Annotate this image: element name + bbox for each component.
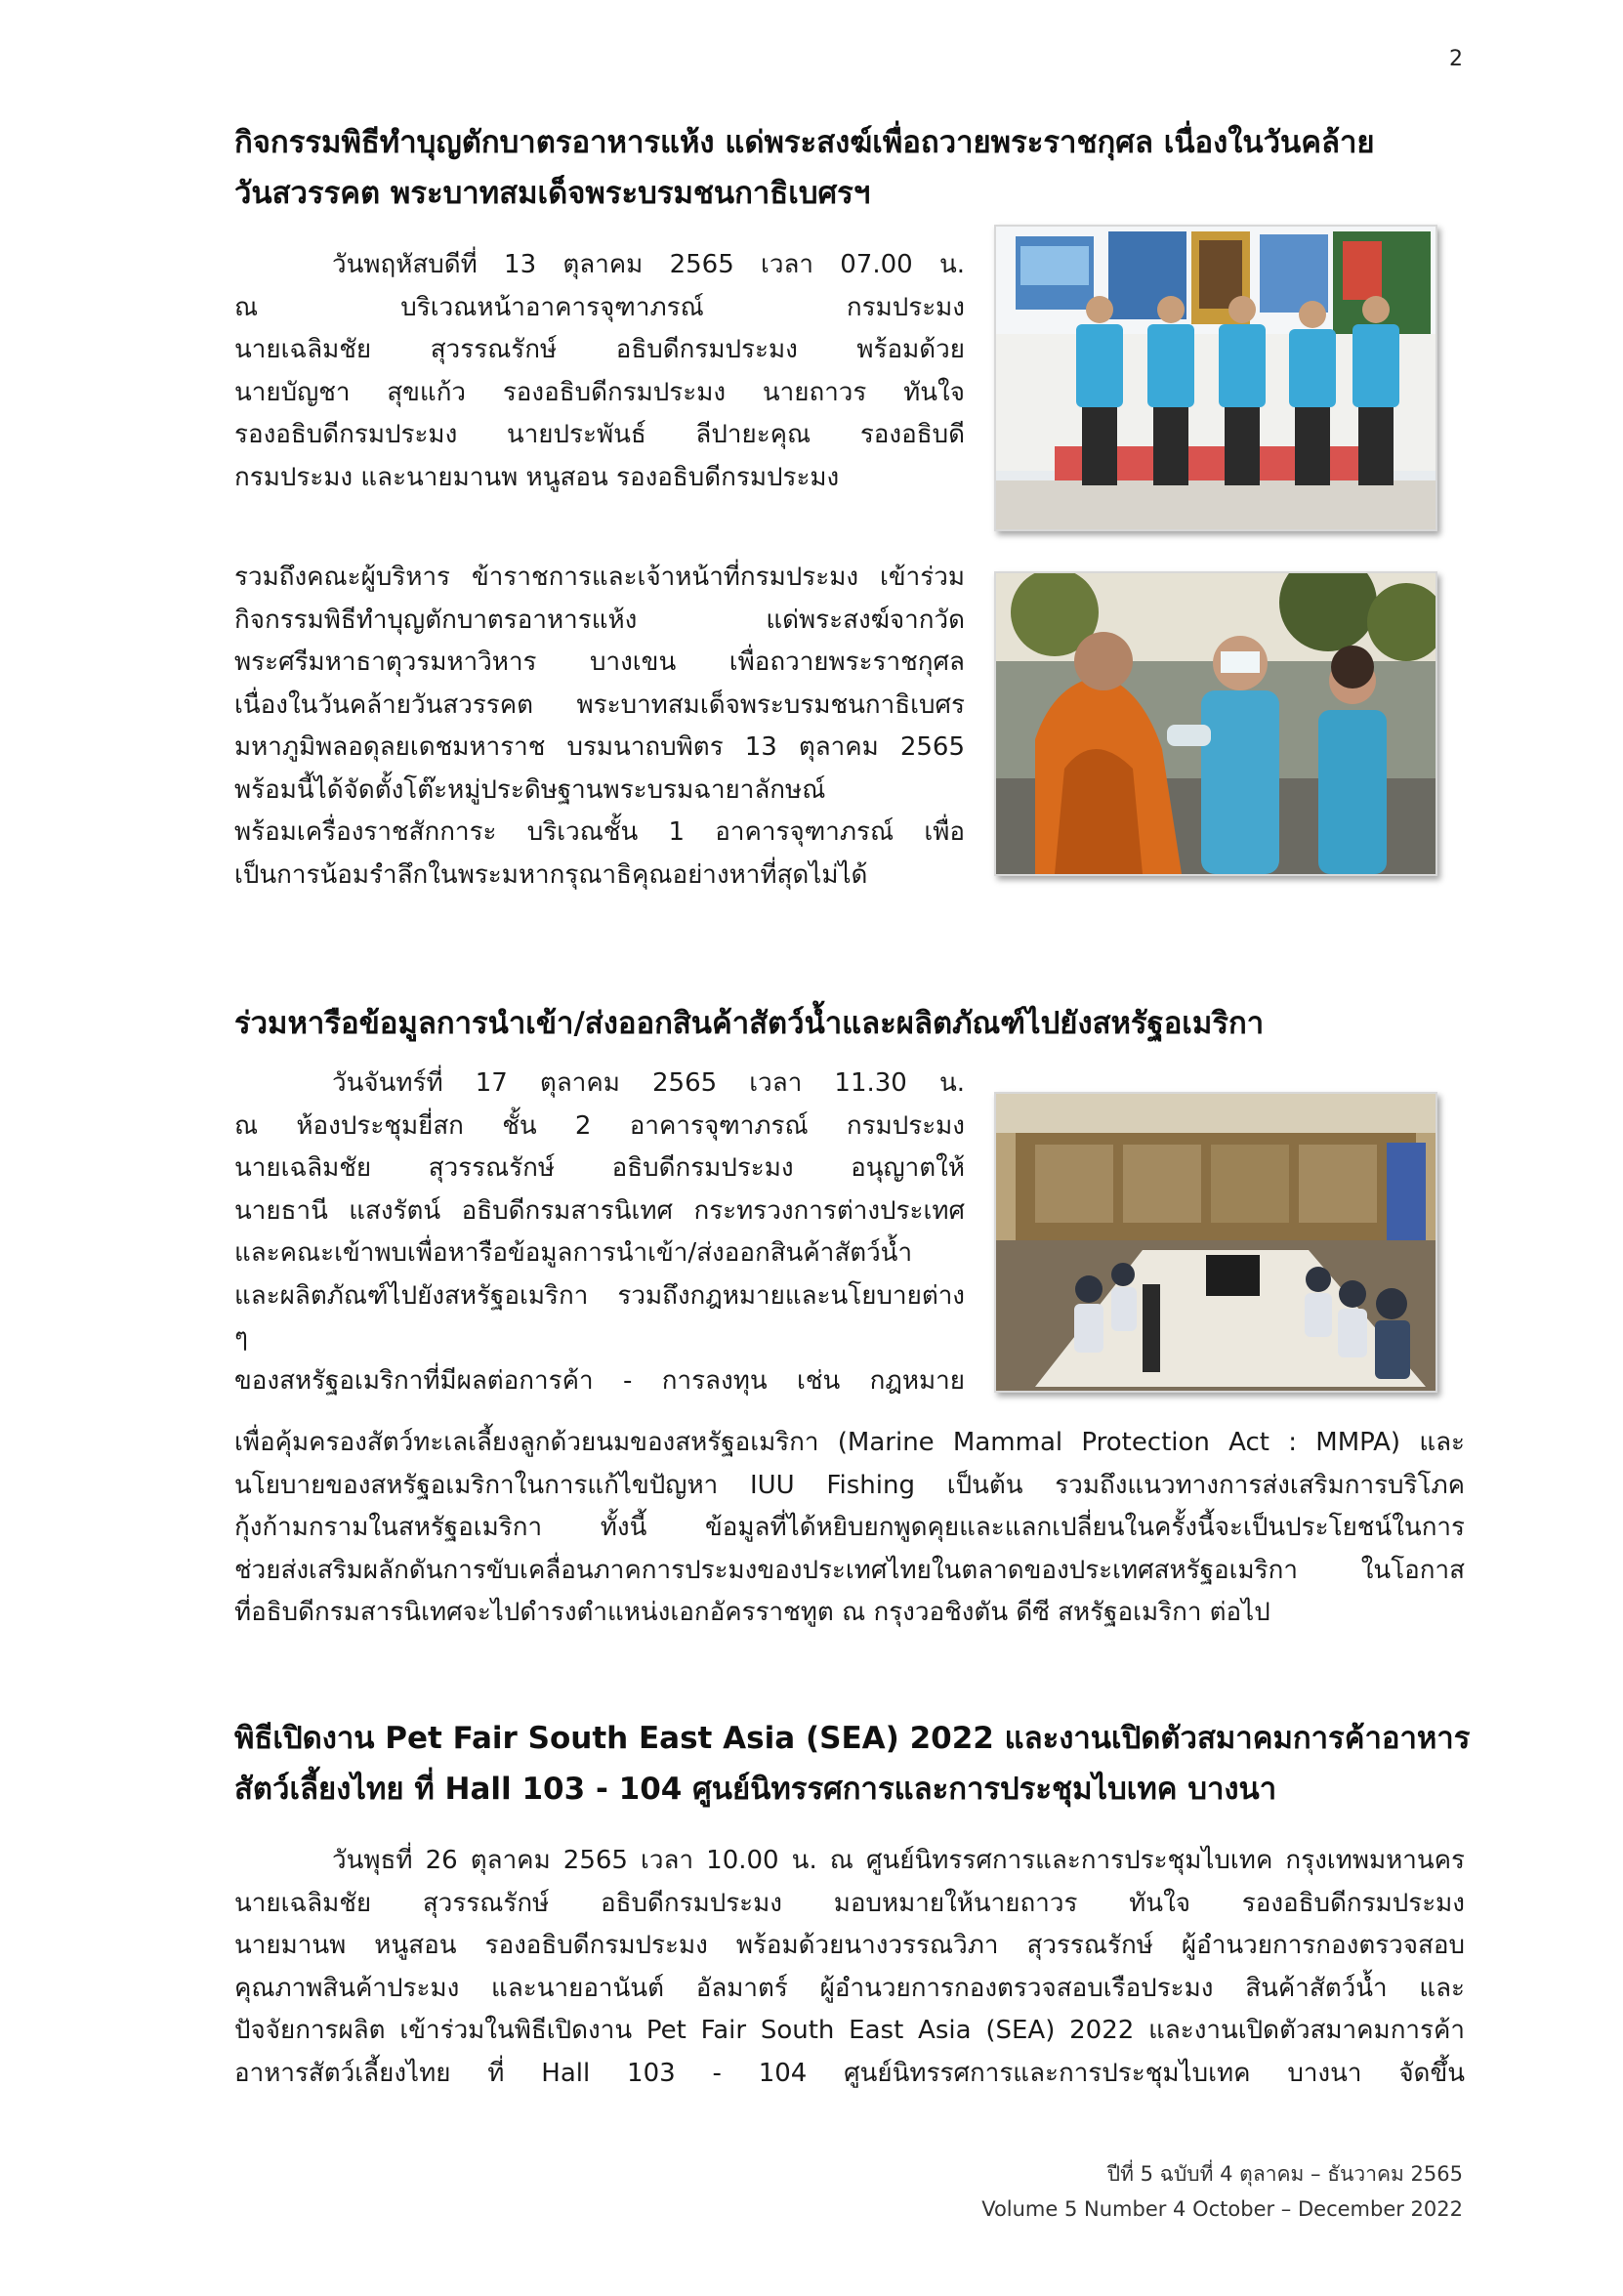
text-line: ช่วยส่งเสริมผลักดันการขับเคลื่อนภาคการประมงของประเทศไทยในตลาดของประเทศสหรัฐอเมริกา ในโอกาส	[234, 1555, 1465, 1585]
text-line: กิจกรรมพิธีทำบุญตักบาตรอาหารแห้ง แด่พระสงฆ์จากวัด	[234, 605, 965, 635]
text-line: รวมถึงคณะผู้บริหาร ข้าราชการและเจ้าหน้าที่กรมประมง เข้าร่วม	[234, 563, 965, 592]
photo-officials-group-image	[996, 227, 1436, 529]
text-line: ของสหรัฐอเมริกาที่มีผลต่อการค้า - การลงทุน เช่น กฎหมาย	[234, 1365, 965, 1396]
text-line: เนื่องในวันคล้ายวันสวรรคต พระบาทสมเด็จพระบรมชนกาธิเบศร	[234, 689, 965, 720]
text-line: อาหารสัตว์เลี้ยงไทย ที่ Hall 103 - 104 ศูนย์นิทรรศการและการประชุมไบเทค บางนา จัดขึ้น	[234, 2058, 1465, 2088]
heading-line: สัตว์เลี้ยงไทย ที่ Hall 103 - 104 ศูนย์นิทรรศการและการประชุมไบเทค บางนา	[234, 1772, 1277, 1807]
text-line: วันพุธที่ 26 ตุลาคม 2565 เวลา 10.00 น. ณ ศูนย์นิทรรศการและการประชุมไบเทค กรุงเทพมหานคร	[332, 1846, 1465, 1875]
section2-paragraph-2	[234, 1422, 1465, 1635]
text-line: นายธานี แสงรัตน์ อธิบดีกรมสารนิเทศ กระทรวงการต่างประเทศ	[234, 1195, 965, 1226]
text-line: พร้อมเครื่องราชสักการะ บริเวณชั้น 1 อาคารจุฑาภรณ์ เพื่อ	[234, 817, 965, 847]
text-line: นายเฉลิมชัย สุวรรณรักษ์ อธิบดีกรมประมง มอบหมายให้นายถาวร ทันใจ รองอธิบดีกรมประมง	[234, 1888, 1465, 1918]
photo-meeting-room-image	[996, 1094, 1436, 1391]
heading-line: พิธีเปิดงาน Pet Fair South East Asia (SEA) 2022 และงานเปิดตัวสมาคมการค้าอาหาร	[234, 1721, 1471, 1756]
text-line: ปัจจัยการผลิต เข้าร่วมในพิธีเปิดงาน Pet Fair South East Asia (SEA) 2022 และงานเปิดตัวสมาคมการค้า	[234, 2016, 1465, 2045]
text-line: นายเฉลิมชัย สุวรรณรักษ์ อธิบดีกรมประมง พร้อมด้วย	[234, 335, 965, 364]
text-line: พร้อมนี้ได้จัดตั้งโต๊ะหมู่ประดิษฐานพระบรมฉายาลักษณ์	[234, 774, 826, 805]
text-line: เป็นการน้อมรำลึกในพระมหากรุณาธิคุณอย่างหาที่สุดไม่ได้	[234, 859, 868, 890]
text-line: นายบัญชา สุขแก้ว รองอธิบดีกรมประมง นายถาวร ทันใจ	[234, 377, 965, 407]
section2-heading	[234, 998, 1445, 1049]
text-line: นายเฉลิมชัย สุวรรณรักษ์ อธิบดีกรมประมง อนุญาตให้	[234, 1153, 965, 1183]
section3-heading	[234, 1713, 1471, 1815]
text-line: ที่อธิบดีกรมสารนิเทศจะไปดำรงตำแหน่งเอกอัครราชทูต ณ กรุงวอชิงตัน ดีซี สหรัฐอเมริกา ต่อไป	[234, 1598, 1270, 1627]
text-line: ณ บริเวณหน้าอาคารจุฑาภรณ์ กรมประมง	[234, 292, 965, 322]
photo-officials-group	[994, 225, 1437, 531]
text-line: วันจันทร์ที่ 17 ตุลาคม 2565 เวลา 11.30 น.	[332, 1068, 965, 1098]
section1-paragraph-1	[234, 244, 965, 499]
text-line: นายมานพ หนูสอน รองอธิบดีกรมประมง พร้อมด้วยนางวรรณวิภา สุวรรณรักษ์ ผู้อำนวยการกองตรวจสอบ	[234, 1931, 1465, 1960]
text-line: นโยบายของสหรัฐอเมริกาในการแก้ไขปัญหา IUU Fishing เป็นต้น รวมถึงแนวทางการส่งเสริมการบริโภค	[234, 1470, 1465, 1500]
text-line: กรมประมง และนายมานพ หนูสอน รองอธิบดีกรมประมง	[234, 462, 840, 492]
page-number: 2	[1449, 47, 1463, 71]
text-line: และคณะเข้าพบเพื่อหารือข้อมูลการนำเข้า/ส่งออกสินค้าสัตว์น้ำ	[234, 1238, 913, 1268]
section2-paragraph-1	[234, 1063, 965, 1402]
text-line: มหาภูมิพลอดุลยเดชมหาราช บรมนาถบพิตร 13 ตุลาคม 2565	[234, 732, 965, 762]
heading-line: วันสวรรคต พระบาทสมเด็จพระบรมชนกาธิเบศรฯ	[234, 176, 871, 211]
text-line: รองอธิบดีกรมประมง นายประพันธ์ ลีปายะคุณ รองอธิบดี	[234, 420, 965, 449]
photo-alms-offering	[994, 571, 1437, 876]
text-line: คุณภาพสินค้าประมง และนายอานันต์ อัลมาตร์ ผู้อำนวยการกองตรวจสอบเรือประมง สินค้าสัตว์น้ำ และ	[234, 1973, 1465, 2003]
footer-issue-english: Volume 5 Number 4 October – December 2022	[981, 2197, 1463, 2221]
section3-paragraph	[234, 1840, 1465, 2095]
text-line: เพื่อคุ้มครองสัตว์ทะเลเลี้ยงลูกด้วยนมของสหรัฐอเมริกา (Marine Mammal Protection Act : MMPA) และ	[234, 1428, 1465, 1457]
heading-line: กิจกรรมพิธีทำบุญตักบาตรอาหารแห้ง แด่พระสงฆ์เพื่อถวายพระราชกุศล เนื่องในวันคล้าย	[234, 125, 1375, 160]
photo-alms-offering-image	[996, 573, 1436, 874]
text-line: วันพฤหัสบดีที่ 13 ตุลาคม 2565 เวลา 07.00 น.	[332, 250, 965, 279]
text-line: และผลิตภัณฑ์ไปยังสหรัฐอเมริกา รวมถึงกฎหมายและนโยบายต่าง ๆ	[234, 1280, 965, 1353]
text-line: กุ้งก้ามกรามในสหรัฐอเมริกา ทั้งนี้ ข้อมูลที่ได้หยิบยกพูดคุยและแลกเปลี่ยนในครั้งนี้จะเป็นประโยชน์ในการ	[234, 1513, 1465, 1542]
text-line: พระศรีมหาธาตุวรมหาวิหาร บางเขน เพื่อถวายพระราชกุศล	[234, 647, 965, 677]
photo-meeting-room	[994, 1092, 1437, 1393]
text-line: ณ ห้องประชุมยี่สก ชั้น 2 อาคารจุฑาภรณ์ กรมประมง	[234, 1110, 965, 1141]
section1-paragraph-2	[234, 557, 965, 897]
footer-issue-thai: ปีที่ 5 ฉบับที่ 4 ตุลาคม – ธันวาคม 2565	[1106, 2162, 1463, 2186]
section1-heading	[234, 117, 1445, 219]
heading-line: ร่วมหารือข้อมูลการนำเข้า/ส่งออกสินค้าสัตว์น้ำและผลิตภัณฑ์ไปยังสหรัฐอเมริกา	[234, 1006, 1265, 1041]
